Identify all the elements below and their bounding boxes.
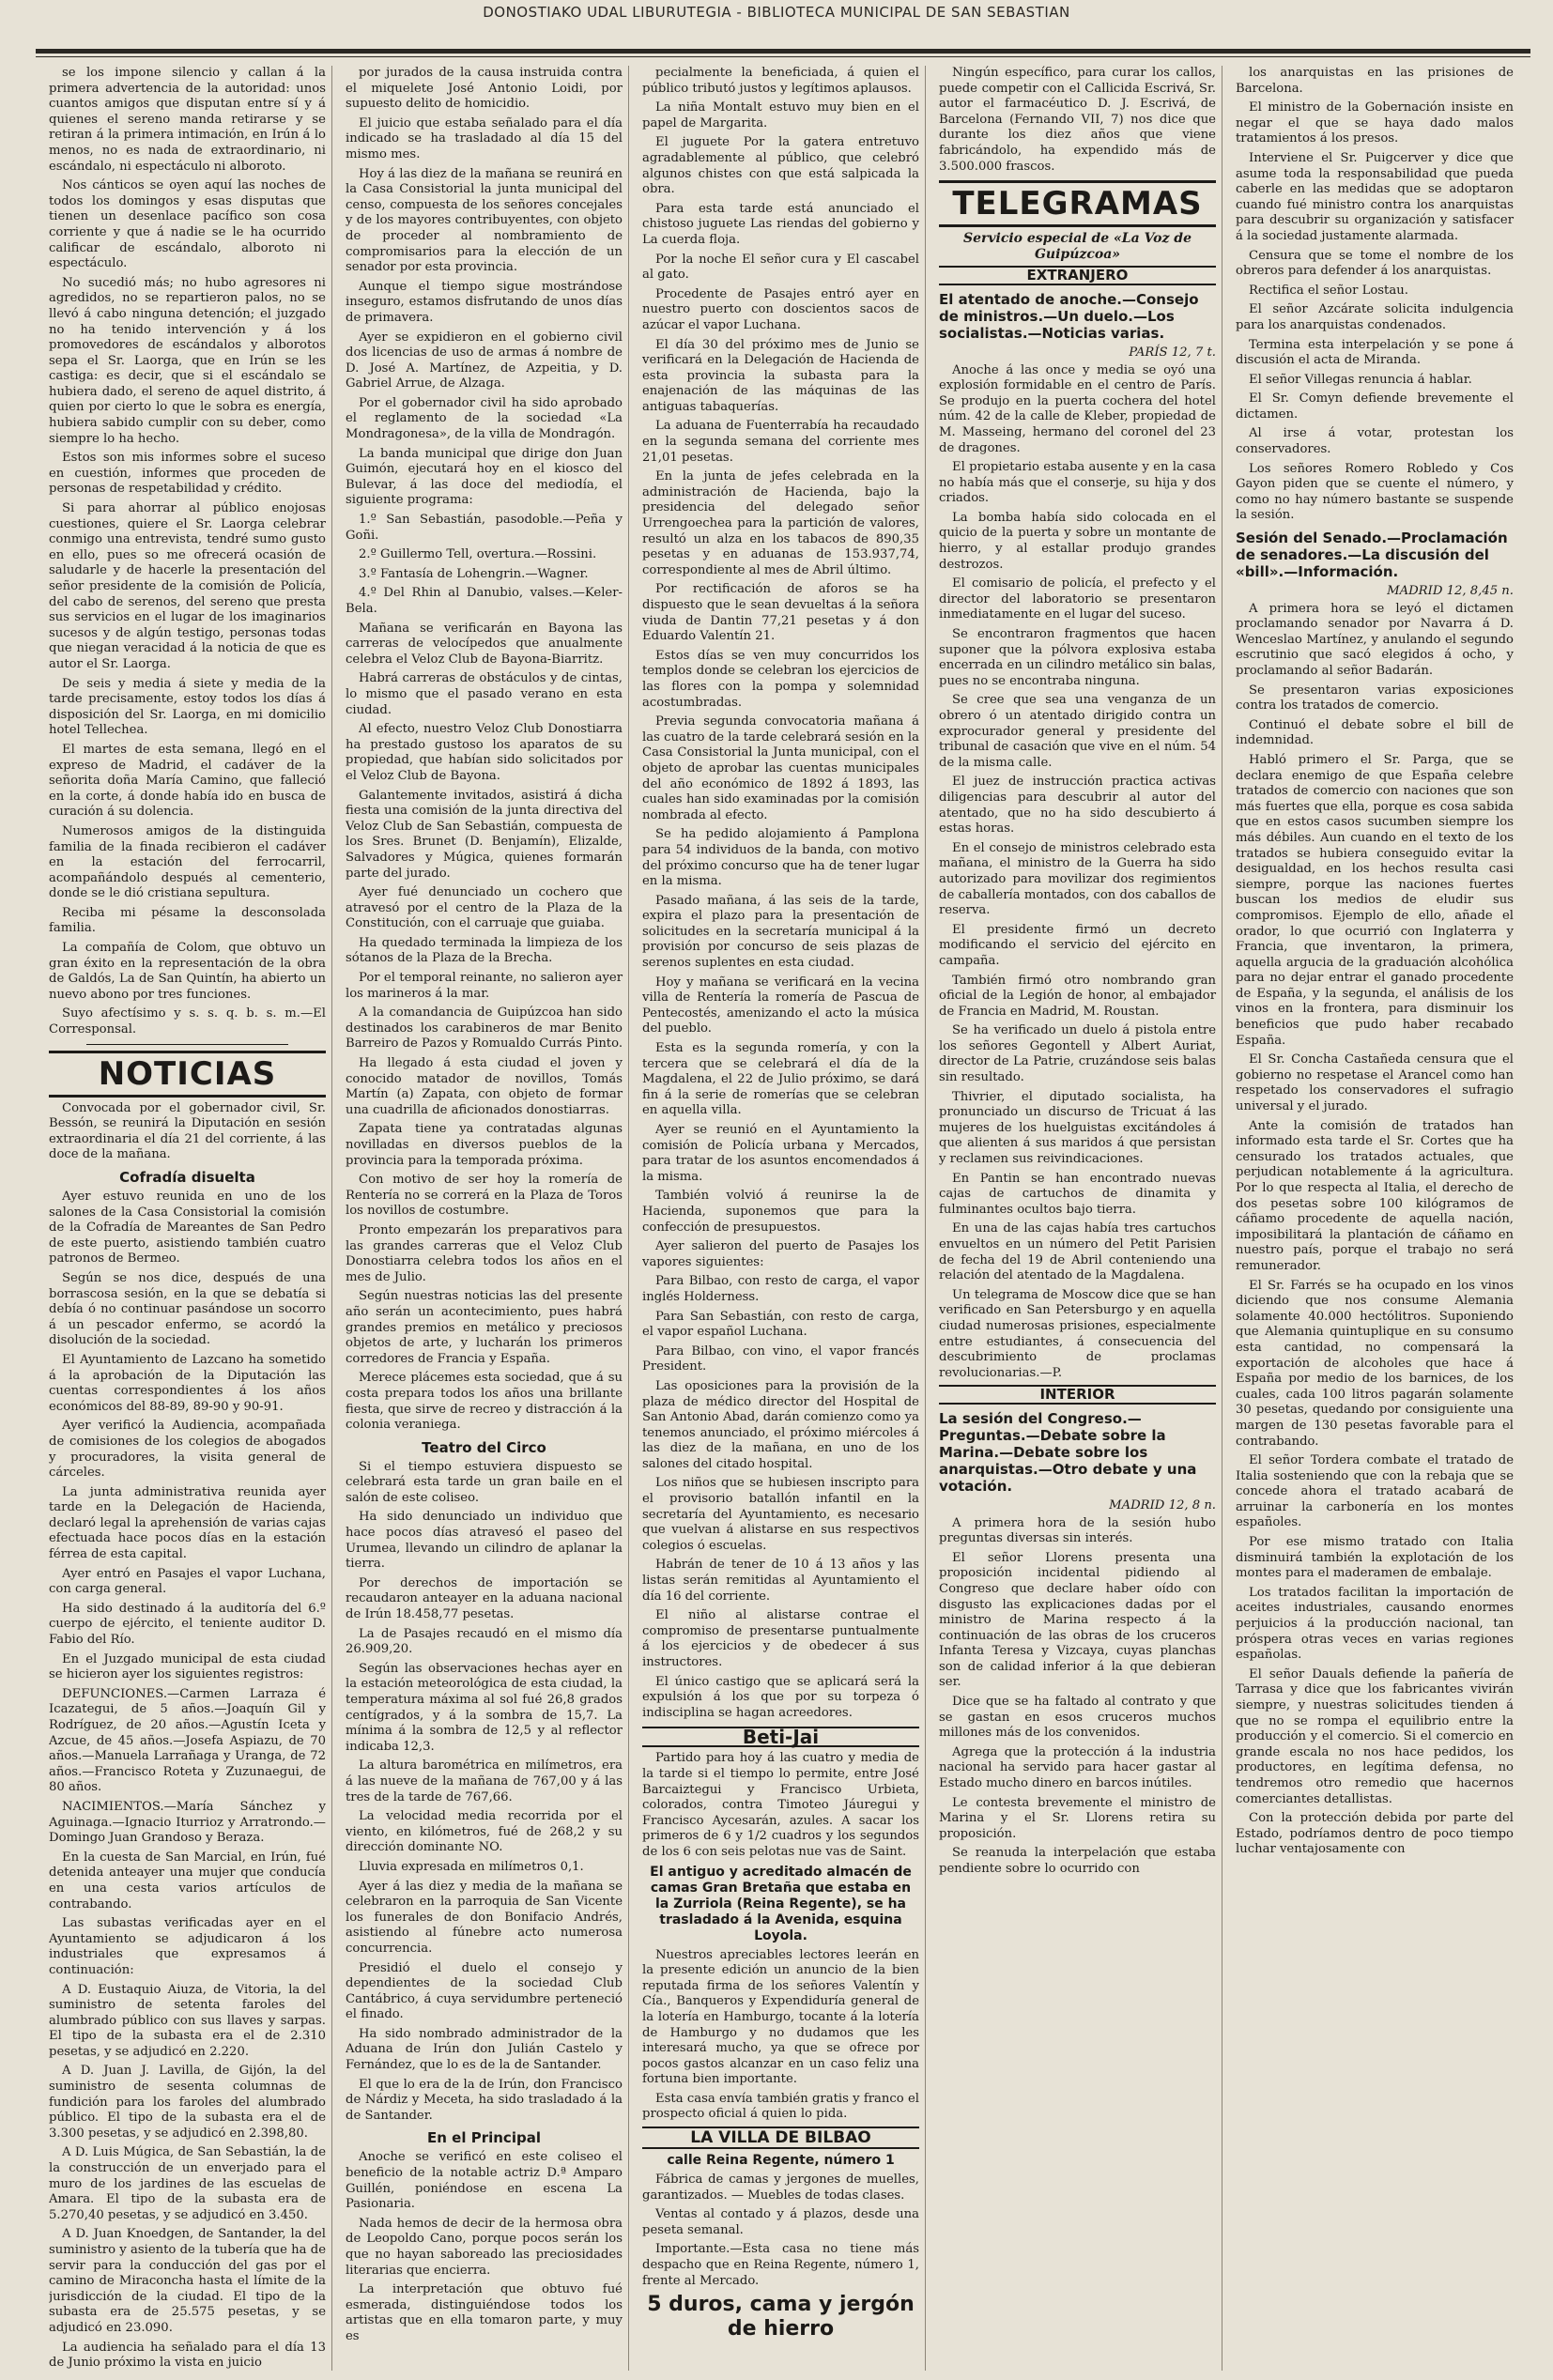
article-paragraph: Para Bilbao, con resto de carga, el vapor inglés Holderness. xyxy=(642,1274,919,1304)
col1-body xyxy=(49,66,326,1038)
cofradia-heading: Cofradía disuelta xyxy=(119,1169,255,1186)
masthead-rule-thin xyxy=(36,56,1530,57)
article-paragraph: La velocidad media recorrida por el viento, en kilómetros, fué de 268,2 y su dirección dominante NO. xyxy=(346,1809,623,1855)
col4-body-3 xyxy=(939,1516,1216,1878)
article-paragraph: El comisario de policía, el prefecto y el director del laboratorio se presentaron inmediatamente en el lugar del suceso. xyxy=(939,576,1216,622)
article-paragraph: Anoche á las once y media se oyó una explosión formidable en el centro de París. Se produjo en la puerta cochera del hotel núm. 42 de la calle de Kleber, propiedad de M. Masseing, hermano del coronel del 23 de dragones. xyxy=(939,362,1216,455)
article-paragraph: El señor Dauals defiende la pañería de Tarrasa y dice que los fabricantes vivirán siempre, y nuestras solicitudes tienden á que no se rompa el equilibrio entre la producción y el comercio. Si el comercio en grande escala no nos hace pedidos, los productores, en legítima defensa, no tendremos otro remedio que hacernos comerciantes detallistas. xyxy=(1236,1666,1514,1806)
article-paragraph: La compañía de Colom, que obtuvo un gran éxito en la representación de la obra de Galdós, La de San Quintín, ha abierto un nuevo abono por tres funciones. xyxy=(49,941,326,1002)
col3-body xyxy=(642,66,919,1721)
article-paragraph: Merece plácemes esta sociedad, que á su costa prepara todos los años una brillante fiesta, que sirve de recreo y distracción á la colonia veraniega. xyxy=(346,1371,623,1433)
article-paragraph: Ha sido nombrado administrador de la Aduana de Irún don Julián Castelo y Fernández, que lo es de la de Santander. xyxy=(346,2026,623,2073)
col5-body-2 xyxy=(1236,602,1514,1858)
article-paragraph: Se cree que sea una venganza de un obrero ó un atentado dirigido contra un exprocurador general y presidente del tribunal de casación que vive en el núm. 54 de la misma calle. xyxy=(939,693,1216,770)
article-paragraph: Ha llegado á esta ciudad el joven y conocido matador de novillos, Tomás Martín (a) Zapata, con objeto de formar una cuadrilla de aficionados donostiarras. xyxy=(346,1056,623,1117)
column-1 xyxy=(49,66,332,2371)
column-4 xyxy=(939,66,1222,2371)
article-paragraph: Según nuestras noticias las del presente año serán un acontecimiento, pues habrá grandes premios en metálico y preciosos objetos de arte, y lucharán los primeros corredores de Francia y España. xyxy=(346,1289,623,1366)
article-paragraph: El señor Azcárate solicita indulgencia para los anarquistas condenados. xyxy=(1236,302,1514,332)
article-paragraph: Los niños que se hubiesen inscripto para el provisorio batallón infantil en la secretaría del Ayuntamiento, es necesario que vuelvan á alistarse en sus respectivos colegios ó escuelas. xyxy=(642,1476,919,1553)
article-paragraph: La de Pasajes recaudó en el mismo día 26.909,20. xyxy=(346,1626,623,1657)
article-paragraph: Se presentaron varias exposiciones contra los tratados de comercio. xyxy=(1236,683,1514,714)
article-paragraph: El único castigo que se aplicará será la expulsión á los que por su torpeza ó indisciplina se hagan acreedores. xyxy=(642,1674,919,1720)
article-paragraph: En el consejo de ministros celebrado esta mañana, el ministro de la Guerra ha sido autorizado para movilizar dos regimientos de caballería montados, con dos caballos de reserva. xyxy=(939,840,1216,918)
article-paragraph: A primera hora se leyó el dictamen proclamando senador por Navarra á D. Wenceslao Martínez, y anulando el segundo escrutinio que sacó elegidos á ocho, y proclamando al señor Badarán. xyxy=(1236,601,1514,678)
column-5 xyxy=(1236,66,1519,2371)
column-2 xyxy=(346,66,629,2371)
article-paragraph: Previa segunda convocatoria mañana á las cuatro de la tarde celebrará sesión en la Casa Consistorial la Junta municipal, con el objeto de aprobar las cuentas municipales del año económico de 1892 á 1893, las cuales han sido examinadas por la comisión nombrada al efecto. xyxy=(642,714,919,822)
article-paragraph: Las subastas verificadas ayer en el Ayuntamiento se adjudicaron á los industriales que expresamos á continuación: xyxy=(49,1916,326,1977)
newspaper-columns xyxy=(49,66,1523,2371)
article-paragraph: Ayer se expidieron en el gobierno civil dos licencias de uso de armas á nombre de D. José A. Martínez, de Azpeitia, y D. Gabriel Arrue, de Alzaga. xyxy=(346,330,623,392)
article-paragraph: Según las observaciones hechas ayer en la estación meteorológica de esta ciudad, la temperatura máxima al sol fué 26,8 grados centígrados, y á la sombra de 15,7. La mínima á la sombra de 12,5 y al reflector indicaba 12,3. xyxy=(346,1661,623,1754)
article-paragraph: La niña Montalt estuvo muy bien en el papel de Margarita. xyxy=(642,100,919,131)
article-paragraph: Lluvia expresada en milímetros 0,1. xyxy=(359,1859,584,1874)
article-paragraph: 3.º Fantasía de Lohengrin.—Wagner. xyxy=(359,566,589,581)
article-paragraph: Se ha verificado un duelo á pistola entre los señores Gegontell y Albert Auriat, director de La Patrie, cruzándose seis balas sin resultado. xyxy=(939,1023,1216,1085)
article-paragraph: A D. Luis Múgica, de San Sebastián, la de la construcción de un enverjado para el muro de los jardines de las escuelas de Amara. El tipo de la subasta era de 5.270,40 pesetas, y se adjudicó en 3.450. xyxy=(49,2145,326,2222)
article-paragraph: El señor Llorens presenta una proposición incidental pidiendo al Congreso que declare haber oído con disgusto las explicaciones dadas por el ministro de Marina respecto á la continuación de las obras de los cruceros Infanta Teresa y Vizcaya, cuyas planchas son de calidad inferior á la que debieran ser. xyxy=(939,1550,1216,1690)
article-paragraph: El señor Villegas renuncia á hablar. xyxy=(1249,372,1472,387)
col3-body-4 xyxy=(642,2173,919,2289)
article-paragraph: Por el gobernador civil ha sido aprobado el reglamento de la sociedad «La Mondragonesa», de la villa de Mondragón. xyxy=(346,395,623,442)
article-paragraph: 4.º Del Rhin al Danubio, valses.—Keler-Bela. xyxy=(346,586,623,616)
article-paragraph: Estos son mis informes sobre el suceso en cuestión, informes que proceden de personas de respetabilidad y crédito. xyxy=(49,451,326,497)
article-paragraph: Para esta tarde está anunciado el chistoso juguete Las riendas del gobierno y La cuerda floja. xyxy=(642,201,919,247)
dateline-madrid: MADRID 12, 8 n. xyxy=(1109,1497,1216,1512)
article-paragraph: Se reanuda la interpelación que estaba pendiente sobre lo ocurrido con xyxy=(939,1846,1216,1876)
article-paragraph: Continuó el debate sobre el bill de indemnidad. xyxy=(1236,717,1514,748)
article-paragraph: Ventas al contado y á plazos, desde una peseta semanal. xyxy=(642,2207,919,2237)
article-paragraph: Hoy y mañana se verificará en la vecina villa de Rentería la romería de Pascua de Pentecostés, amenizando el acto la música del pueblo. xyxy=(642,975,919,1036)
column-3 xyxy=(642,66,926,2371)
article-paragraph: Ningún específico, para curar los callos, puede competir con el Callicida Escrivá, Sr. autor el farmacéutico D. J. Escrivá, de Barcelona (Fernando VII, 7) nos dice que durante los diez años que viene fabricándolo, ha expendido más de 3.500.000 frascos. xyxy=(939,66,1216,174)
article-paragraph: La interpretación que obtuvo fué esmerada, distinguiéndose todos los artistas que en ella tomaron parte, y muy es xyxy=(346,2282,623,2343)
article-paragraph: Pronto empezarán los preparativos para las grandes carreras que el Veloz Club Donostiarra celebra todos los años en el mes de Julio. xyxy=(346,1222,623,1284)
article-paragraph: También firmó otro nombrando gran oficial de la Legión de honor, al embajador de Francia en Madrid, M. Roustan. xyxy=(939,973,1216,1019)
article-paragraph: Numerosos amigos de la distinguida familia de la finada recibieron el cadáver en la estación del ferrocarril, acompañándolo después al cementerio, donde se le dió cristiana sepultura. xyxy=(49,823,326,901)
article-paragraph: Por derechos de importación se recaudaron anteayer en la aduana nacional de Irún 18.458,77 pesetas. xyxy=(346,1575,623,1622)
article-paragraph: Presidió el duelo el consejo y dependientes de la sociedad Club Cantábrico, á cuya servidumbre perteneció el finado. xyxy=(346,1960,623,2022)
article-paragraph: Si para ahorrar al público enojosas cuestiones, quiere el Sr. Laorga celebrar conmigo una entrevista, tendré sumo gusto en ello, pues so me ofrecerá ocasión de saludarle y de hacerle la presentación del señor presidente de la comisión de Policía, del cabo de serenos, del sereno que presta sus servicios en el lugar de los imaginarios sucesos y de algún testigo, personas todas que niegan veracidad á la noticia de que es autor el Sr. Laorga. xyxy=(49,501,326,671)
noticias-heading: NOTICIAS xyxy=(49,1051,326,1098)
col3-body-3 xyxy=(642,1948,919,2124)
col2-body-2 xyxy=(346,1460,623,2125)
col4-body-2 xyxy=(939,363,1216,1382)
atentado-heading: El atentado de anoche.—Consejo de ministros.—Un duelo.—Los socialistas.—Noticias varias. xyxy=(939,290,1199,342)
article-paragraph: Por ese mismo tratado con Italia disminuirá también la explotación de los montes para el maderamen de embalaje. xyxy=(1236,1535,1514,1581)
article-paragraph: Ayer á las diez y media de la mañana se celebraron en la parroquia de San Vicente los funerales de don Bonifacio Andrés, asistiendo al fúnebre acto numerosa concurrencia. xyxy=(346,1879,623,1956)
col4-body xyxy=(939,66,1216,175)
article-paragraph: Por rectificación de aforos se ha dispuesto que le sean devueltas á la señora viuda de Dantin 77,21 pesetas y á don Eduardo Valentín 21. xyxy=(642,582,919,644)
article-paragraph: por jurados de la causa instruida contra el miquelete José Antonio Loidi, por supuesto delito de homicidio. xyxy=(346,66,623,112)
article-paragraph: Zapata tiene ya contratadas algunas novilladas en diversos pueblos de la provincia para la temporada próxima. xyxy=(346,1122,623,1168)
article-paragraph: Nada hemos de decir de la hermosa obra de Leopoldo Cano, porque pocos serán los que no hayan saboreado las preciosidades literarias que encierra. xyxy=(346,2216,623,2278)
archive-header: DONOSTIAKO UDAL LIBURUTEGIA - BIBLIOTECA MUNICIPAL DE SAN SEBASTIAN xyxy=(483,4,1070,21)
article-paragraph: Ayer se reunió en el Ayuntamiento la comisión de Policía urbana y Mercados, para tratar de los asuntos encomendados á la misma. xyxy=(642,1123,919,1184)
article-paragraph: Mañana se verificarán en Bayona las carreras de velocípedos que anualmente celebra el Veloz Club de Bayona-Biarritz. xyxy=(346,621,623,667)
article-paragraph: Aunque el tiempo sigue mostrándose inseguro, estamos disfrutando de unos días de primavera. xyxy=(346,279,623,325)
article-paragraph: En el Juzgado municipal de esta ciudad se hicieron ayer los siguientes registros: xyxy=(49,1651,326,1682)
article-paragraph: 2.º Guillermo Tell, overtura.—Rossini. xyxy=(359,547,597,562)
article-paragraph: Al efecto, nuestro Veloz Club Donostiarra ha prestado gustoso los aparatos de su propiedad, que habían sido solicitados por el Veloz Club de Bayona. xyxy=(346,722,623,783)
article-paragraph: También volvió á reunirse la de Hacienda, suponemos que para la confección de presupuestos. xyxy=(642,1189,919,1235)
article-paragraph: Las oposiciones para la provisión de la plaza de médico director del Hospital de San Antonio Abad, darán comienzo como ya tenemos anunciado, el próximo miércoles á las diez de la mañana, en uno de los salones del citado hospital. xyxy=(642,1378,919,1471)
beti-jai-heading: Beti-Jai xyxy=(642,1727,919,1747)
article-paragraph: La audiencia ha señalado para el día 13 de Junio próximo la vista en juicio xyxy=(49,2340,326,2371)
extranjero-heading: EXTRANJERO xyxy=(939,266,1216,285)
article-paragraph: Habrá carreras de obstáculos y de cintas, lo mismo que el pasado verano en esta ciudad. xyxy=(346,671,623,717)
article-paragraph: La aduana de Fuenterrabía ha recaudado en la segunda semana del corriente mes 21,01 pesetas. xyxy=(642,419,919,465)
article-paragraph: De seis y media á siete y media de la tarde precisamente, estoy todos los días á disposición del Sr. Laorga, en mi domicilio hotel Tellechea. xyxy=(49,676,326,738)
dateline-madrid-senado: MADRID 12, 8,45 n. xyxy=(1387,584,1514,599)
article-paragraph: Suyo afectísimo y s. s. q. b. s. m.—El Corresponsal. xyxy=(49,1006,326,1037)
article-paragraph: Por la noche El señor cura y El cascabel al gato. xyxy=(642,252,919,283)
article-paragraph: Anoche se verificó en este coliseo el beneficio de la notable actriz D.ª Amparo Guillén, poniéndose en escena La Pasionaria. xyxy=(346,2150,623,2212)
villa-bilbao-ad-title: LA VILLA DE BILBAO xyxy=(642,2127,919,2149)
article-paragraph: pecialmente la beneficiada, á quien el público tributó justos y legítimos aplausos. xyxy=(642,66,919,96)
article-paragraph: El Sr. Comyn defiende brevemente el dictamen. xyxy=(1236,392,1514,422)
col5-body xyxy=(1236,66,1514,524)
article-paragraph: Con la protección debida por parte del Estado, podríamos dentro de poco tiempo luchar ventajosamente con xyxy=(1236,1811,1514,1857)
article-paragraph: Pasado mañana, á las seis de la tarde, expira el plazo para la presentación de solicitudes en la secretaría municipal á la provisión por concurso de seis plazas de serenos suplentes en esta ciudad. xyxy=(642,893,919,971)
col1-body-3 xyxy=(49,1190,326,2371)
senado-heading: Sesión del Senado.—Proclamación de senadores.—La discusión del «bill».—Información. xyxy=(1236,530,1508,581)
article-paragraph: Para Bilbao, con vino, el vapor francés President. xyxy=(642,1344,919,1374)
article-paragraph: Se ha pedido alojamiento á Pamplona para 54 individuos de la banda, con motivo del próximo concurso que ha de tener lugar en la misma. xyxy=(642,827,919,889)
article-paragraph: A la comandancia de Guipúzcoa han sido destinados los carabineros de mar Benito Barreiro de Pazos y Romualdo Currás Pinto. xyxy=(346,1006,623,1052)
article-paragraph: Nuestros apreciables lectores leerán en la presente edición un anuncio de la bien reputada firma de los señores Valentín y Cía., Banqueros y Expendiduría general de la lotería en Hamburgo, tocante á la lotería de Hamburgo y no dudamos que les interesará mucho, ya que se ofrece por pocos gastos alcanzar en un caso feliz una fortuna bien importante. xyxy=(642,1947,919,2087)
masthead-rule xyxy=(36,49,1530,54)
article-paragraph: En Pantin se han encontrado nuevas cajas de cartuchos de dinamita y fulminantes ocultos bajo tierra. xyxy=(939,1171,1216,1217)
article-paragraph: El propietario estaba ausente y en la casa no había más que el conserje, su hija y dos criados. xyxy=(939,460,1216,506)
article-paragraph: Fábrica de camas y jergones de muelles, garantizados. — Muebles de todas clases. xyxy=(642,2173,919,2203)
article-paragraph: Galantemente invitados, asistirá á dicha fiesta una comisión de la junta directiva del Veloz Club de San Sebastián, compuesta de los Sres. Brunet (D. Benjamín), Elizalde, Salvadores y Múgica, quienes formarán parte del jurado. xyxy=(346,788,623,881)
article-paragraph: Habrán de tener de 10 á 13 años y las listas serán remitidas al Ayuntamiento el día 16 del corriente. xyxy=(642,1558,919,1604)
article-paragraph: Dice que se ha faltado al contrato y que se gastan en esos cruceros muchos millones más de los convenidos. xyxy=(939,1695,1216,1741)
article-paragraph: Partido para hoy á las cuatro y media de la tarde si el tiempo lo permite, entre José Barcaiztegui y Francisco Urbieta, colorados, contra Timoteo Jáuregui y Francisco Aycesarán, azules. A sacar los primeros de 6 y 1/2 cuadros y los segundos de los 6 con seis pelotas nue vas de Saint. xyxy=(642,1751,919,1859)
article-paragraph: 1.º San Sebastián, pasodoble.—Peña y Goñi. xyxy=(346,513,623,543)
article-paragraph: El juicio que estaba señalado para el día indicado se ha trasladado al día 15 del mismo mes. xyxy=(346,115,623,161)
article-paragraph: A D. Eustaquio Aiuza, de Vitoria, la del suministro de setenta faroles del alumbrado público con sus llaves y sarpas. El tipo de la subasta era el de 2.310 pesetas, y se adjudicó en 2.220. xyxy=(49,1982,326,2059)
article-paragraph: Termina esta interpelación y se pone á discusión el acta de Miranda. xyxy=(1236,337,1514,368)
article-paragraph: Esta es la segunda romería, y con la tercera que se celebrará el día de la Magdalena, el 22 de Julio próximo, se dará fin á la serie de romerías que se celebran en aquella villa. xyxy=(642,1041,919,1118)
article-paragraph: Censura que se tome el nombre de los obreros para defender á los anarquistas. xyxy=(1236,248,1514,279)
article-paragraph: Ha quedado terminada la limpieza de los sótanos de la Plaza de la Brecha. xyxy=(346,935,623,966)
article-paragraph: Ayer verificó la Audiencia, acompañada de comisiones de los colegios de abogados y procuradores, la visita general de cárceles. xyxy=(49,1419,326,1481)
article-paragraph: Procedente de Pasajes entró ayer en nuestro puerto con doscientos sacos de azúcar el vapor Luchana. xyxy=(642,286,919,332)
article-paragraph: Interviene el Sr. Puigcerver y dice que asume toda la responsabilidad que pueda caberle en las medidas que se adoptaron cuando fué ministro contra los anarquistas para descubrir su organización y satisfacer á la sociedad justamente alarmada. xyxy=(1236,150,1514,243)
col3-body-2 xyxy=(642,1751,919,1860)
dateline-paris: PARÍS 12, 7 t. xyxy=(1129,345,1216,360)
article-paragraph: Esta casa envía también gratis y franco el prospecto oficial á quien lo pida. xyxy=(642,2091,919,2122)
article-paragraph: El martes de esta semana, llegó en el expreso de Madrid, el cadáver de la señorita doña María Camino, que falleció en la corte, á donde había ido en busca de curación á su dolencia. xyxy=(49,742,326,820)
article-paragraph: El juguete Por la gatera entretuvo agradablemente al público, que celebró algunos chistes con que está salpicada la obra. xyxy=(642,135,919,197)
article-paragraph: La bomba había sido colocada en el quicio de la puerta y sobre un montante de hierro, y al estallar produjo grandes destrozos. xyxy=(939,510,1216,572)
duros-ad: 5 duros, cama y jergón de hierro xyxy=(647,2293,915,2342)
gran-bretana-ad: El antiguo y acreditado almacén de camas Gran Bretaña que estaba en la Zurriola (Reina Regente), se ha trasladado á la Avenida, esquina Loyola. xyxy=(650,1864,912,1943)
article-paragraph: Por el temporal reinante, no salieron ayer los marineros á la mar. xyxy=(346,971,623,1001)
article-paragraph: Rectifica el señor Lostau. xyxy=(1249,283,1408,298)
col2-body xyxy=(346,66,623,1434)
article-paragraph: El presidente firmó un decreto modificando el servicio del ejército en campaña. xyxy=(939,922,1216,968)
article-paragraph: Ayer entró en Pasajes el vapor Luchana, con carga general. xyxy=(49,1566,326,1597)
article-paragraph: Importante.—Esta casa no tiene más despacho que en Reina Regente, número 1, frente al Mercado. xyxy=(642,2242,919,2288)
principal-heading: En el Principal xyxy=(427,2129,541,2147)
article-paragraph: La junta administrativa reunida ayer tarde en la Delegación de Hacienda, declaró legal la aprehensión de varias cajas efectuada hace pocos días en la estación férrea de esta capital. xyxy=(49,1484,326,1562)
article-paragraph: En la junta de jefes celebrada en la administración de Hacienda, bajo la presidencia del delegado señor Urrengoechea para la partición de valores, resultó un alza en los tabacos de 890,35 pesetas y en aduanas de 153.937,74, correspondiente al mes de Abril último. xyxy=(642,469,919,577)
article-paragraph: Un telegrama de Moscow dice que se han verificado en San Petersburgo y en aquella ciudad numerosas prisiones, especialmente entre estudiantes, á consecuencia del descubrimiento de proclamas revolucionarias.—P. xyxy=(939,1287,1216,1380)
article-paragraph: Los tratados facilitan la importación de aceites industriales, causando enormes perjuicios á la producción nacional, tan próspera otras veces en varias regiones españolas. xyxy=(1236,1585,1514,1663)
article-paragraph: Estos días se ven muy concurridos los templos donde se celebran los ejercicios de las flores con la pompa y solemnidad acostumbradas. xyxy=(642,648,919,710)
article-paragraph: El Ayuntamiento de Lazcano ha sometido á la aprobación de la Diputación las cuentas correspondientes á los años económicos del 88-89, 89-90 y 90-91. xyxy=(49,1352,326,1414)
article-paragraph: Agrega que la protección á la industria nacional ha servido para hacer gastar al Estado mucho dinero en barcos inútiles. xyxy=(939,1744,1216,1791)
article-paragraph: Con motivo de ser hoy la romería de Rentería no se correrá en la Plaza de Toros los novillos de costumbre. xyxy=(346,1173,623,1219)
article-paragraph: El que lo era de la de Irún, don Francisco de Nárdiz y Meceta, ha sido trasladado á la de Santander. xyxy=(346,2077,623,2123)
article-paragraph: En la cuesta de San Marcial, en Irún, fué detenida anteayer una mujer que conducía en una cesta varios artículos de contrabando. xyxy=(49,1850,326,1912)
article-paragraph: Los señores Romero Robledo y Cos Gayon piden que se cuente el número, y como no hay número bastante se suspende la sesión. xyxy=(1236,461,1514,523)
article-paragraph: El Sr. Concha Castañeda censura que el gobierno no respetase el Arancel como han respetado los conservadores el sufragio universal y el jurado. xyxy=(1236,1052,1514,1114)
col1-body-2 xyxy=(49,1101,326,1163)
article-paragraph: Convocada por el gobernador civil, Sr. Bessón, se reunirá la Diputación en sesión extraordinaria el día 21 del corriente, á las doce de la mañana. xyxy=(49,1100,326,1162)
article-paragraph: El Sr. Farrés se ha ocupado en los vinos diciendo que nos consume Alemania solamente 40.000 hectólitros. Suponiendo que Alemania quintuplique en su consumo esta cantidad, no compensará la exportación de alcoholes que hace á España por medio de los barnices, de los cuales, cada 100 litros pagarán solamente 30 pesetas, quedando por consiguiente una margen de 130 pesetas favorable para el contrabando. xyxy=(1236,1278,1514,1449)
article-paragraph: Ayer estuvo reunida en uno de los salones de la Casa Consistorial la comisión de la Cofradía de Mareantes de San Pedro de este puerto, asistiendo también cuatro patronos de Bermeo. xyxy=(49,1190,326,1267)
article-paragraph: Reciba mi pésame la desconsolada familia. xyxy=(49,905,326,936)
article-paragraph: El día 30 del próximo mes de Junio se verificará en la Delegación de Hacienda de esta provincia la subasta para la enajenación de las máquinas de las antiguas tabaquerías. xyxy=(642,337,919,414)
interior-heading: INTERIOR xyxy=(939,1385,1216,1405)
article-paragraph: DEFUNCIONES.—Carmen Larraza é Icazategui, de 5 años.—Joaquín Gil y Rodríguez, de 20 años.—Agustín Iceta y Azcue, de 45 años.—Josefa Aspiazu, de 70 años.—Manuela Larrañaga y Uranga, de 72 años.—Francisco Roteta y Zuzunaegui, de 80 años. xyxy=(49,1686,326,1795)
article-paragraph: El juez de instrucción practica activas diligencias para descubrir al autor del atentado, que no ha sido descubierto á estas horas. xyxy=(939,775,1216,837)
article-paragraph: No sucedió más; no hubo agresores ni agredidos, no se repartieron palos, no se llevó á cabo ninguna detención; el juzgado no ha tenido intervención y á los promovedores de escándalos y alborotos sepa el Sr. Laorga, que en Irún se les castiga: es decir, que si el escándalo se hubiera dado, el sereno de aquel distrito, á quien por cierto lo que le sobra es energía, hubiera sabido cumplir con su deber, como siempre lo ha hecho. xyxy=(49,275,326,446)
teatro-heading: Teatro del Circo xyxy=(422,1438,546,1456)
article-paragraph: El niño al alistarse contrae el compromiso de presentarse puntualmente á los ejercicios y de obedecer á sus instructores. xyxy=(642,1608,919,1669)
article-paragraph: La banda municipal que dirige don Juan Guimón, ejecutará hoy en el kiosco del Bulevar, á las doce del mediodía, el siguiente programa: xyxy=(346,446,623,508)
article-paragraph: El señor Tordera combate el tratado de Italia sosteniendo que con la rebaja que se concede ahora el tratado acabará de arruinar la carbonería en los montes españoles. xyxy=(1236,1453,1514,1530)
article-paragraph: Habló primero el Sr. Parga, que se declara enemigo de que España celebre tratados de comercio con naciones que son más fuertes que ella, porque es cosa sabida que en estos casos sucumben siempre los más débiles. Aun cuando en el texto de los tratados se hubiera conseguido evitar la desigualdad, en los hechos resulta casi siempre, porque las naciones fuertes buscan los medios de eludir sus compromisos. Ejemplo de ello, añade el orador, lo que ocurrió con Inglaterra y Francia, que inventaron, la primera, aquella argucia de la graduación alcohólica para no dejar entrar el ganado procedente de España, y la segunda, el análisis de los vinos en la frontera, para disminuir los beneficios que pudo haber recabado España. xyxy=(1236,752,1514,1048)
article-paragraph: Ha sido denunciado un individuo que hace pocos días atravesó el paseo del Urumea, llevando un cilindro de aplanar la tierra. xyxy=(346,1510,623,1572)
article-paragraph: A primera hora de la sesión hubo preguntas diversas sin interés. xyxy=(939,1515,1216,1546)
article-paragraph: se los impone silencio y callan á la primera advertencia de la autoridad: unos cuantos amigos que disputan entre sí y á quienes el sereno manda retirarse y se retiran á la primera intimación, en Irún á lo menos, no es nada de extraordinario, ni escándalo, ni espectáculo ni alboroto. xyxy=(49,66,326,174)
col2-body-3 xyxy=(346,2150,623,2344)
article-paragraph: Se encontraron fragmentos que hacen suponer que la pólvora explosiva estaba encerrada en un cilindro metálico sin balas, pues no se encontraba ninguna. xyxy=(939,627,1216,688)
article-paragraph: Al irse á votar, protestan los conservadores. xyxy=(1236,426,1514,457)
article-paragraph: NACIMIENTOS.—María Sánchez y Aguinaga.—Ignacio Iturrioz y Arratrondo.—Domingo Juan Grandoso y Beraza. xyxy=(49,1799,326,1846)
article-paragraph: los anarquistas en las prisiones de Barcelona. xyxy=(1236,66,1514,96)
article-paragraph: A D. Juan J. Lavilla, de Gijón, la del suministro de sesenta columnas de fundición para los faroles del alumbrado público. El tipo de la subasta era el de 3.300 pesetas, y se adjudicó en 2.398,80. xyxy=(49,2064,326,2141)
article-paragraph: En una de las cajas había tres cartuchos envueltos en un número del Petit Parisien de fecha del 19 de Abril conteniendo una relación del atentado de la Magdalena. xyxy=(939,1221,1216,1283)
congreso-heading: La sesión del Congreso.—Preguntas.—Debate sobre la Marina.—Debate sobre los anarquistas.—Otro debate y una votación. xyxy=(939,1409,1197,1495)
article-paragraph: Si el tiempo estuviera dispuesto se celebrará esta tarde un gran baile en el salón de este coliseo. xyxy=(346,1459,623,1505)
article-paragraph: Thivrier, el diputado socialista, ha pronunciado un discurso de Tricuat á las mujeres de los huelguistas excitándoles á que alienten á sus maridos á que persistan y reclamen sus reivindicaciones. xyxy=(939,1089,1216,1167)
article-paragraph: El ministro de la Gobernación insiste en negar el que se haya dado malos tratamientos á los presos. xyxy=(1236,100,1514,146)
telegramas-heading: TELEGRAMAS xyxy=(939,180,1216,227)
article-paragraph: Ayer fué denunciado un cochero que atravesó por el centro de la Plaza de la Constitución, con el carruaje que guiaba. xyxy=(346,885,623,931)
servicio-especial: Servicio especial de «La Voz de Guipúzcoa» xyxy=(962,231,1192,262)
villa-bilbao-ad-street: calle Reina Regente, número 1 xyxy=(667,2153,895,2169)
article-paragraph: Ayer salieron del puerto de Pasajes los vapores siguientes: xyxy=(642,1239,919,1269)
article-paragraph: Ante la comisión de tratados han informado esta tarde el Sr. Cortes que ha censurado los tratados actuales, que perjudican notablemente á la agricultura. Por lo que respecta al Italia, el derecho de dos pesetas sobre 100 kilógramos de cáñamo procedente de aquella nación, imposibilitará la plantación de cáñamo en nuestro país, porque el trabajo no será remunerador. xyxy=(1236,1118,1514,1273)
article-paragraph: Hoy á las diez de la mañana se reunirá en la Casa Consistorial la junta municipal del censo, compuesta de los señores concejales y de los mayores contribuyentes, con objeto de proceder al nombramiento de compromisarios para la elección de un senador por esta provincia. xyxy=(346,166,623,275)
article-paragraph: Según se nos dice, después de una borrascosa sesión, en la que se debatía si debía ó no continuar pasándose un socorro á un pescador enfermo, se acordó la disolución de la sociedad. xyxy=(49,1270,326,1348)
article-paragraph: Le contesta brevemente el ministro de Marina y el Sr. Llorens retira su proposición. xyxy=(939,1795,1216,1841)
article-paragraph: Para San Sebastián, con resto de carga, el vapor español Luchana. xyxy=(642,1309,919,1340)
article-paragraph: Ha sido destinado á la auditoría del 6.º cuerpo de ejército, el teniente auditor D. Fabio del Río. xyxy=(49,1601,326,1648)
article-paragraph: La altura barométrica en milímetros, era á las nueve de la mañana de 767,00 y á las tres de la tarde de 767,66. xyxy=(346,1758,623,1804)
divider xyxy=(86,1044,288,1045)
article-paragraph: A D. Juan Knoedgen, de Santander, la del suministro y asiento de la tubería que ha de servir para la conducción del gas por el camino de Miraconcha hasta el límite de la jurisdicción de la ciudad. El tipo de la subasta era de 25.575 pesetas, y se adjudicó en 23.090. xyxy=(49,2227,326,2335)
article-paragraph: Nos cánticos se oyen aquí las noches de todos los domingos y esas disputas que tienen un desenlace pacífico son cosa corriente y que á nadie se le ha ocurrido calificar de escándalo, alboroto ni espectáculo. xyxy=(49,178,326,271)
